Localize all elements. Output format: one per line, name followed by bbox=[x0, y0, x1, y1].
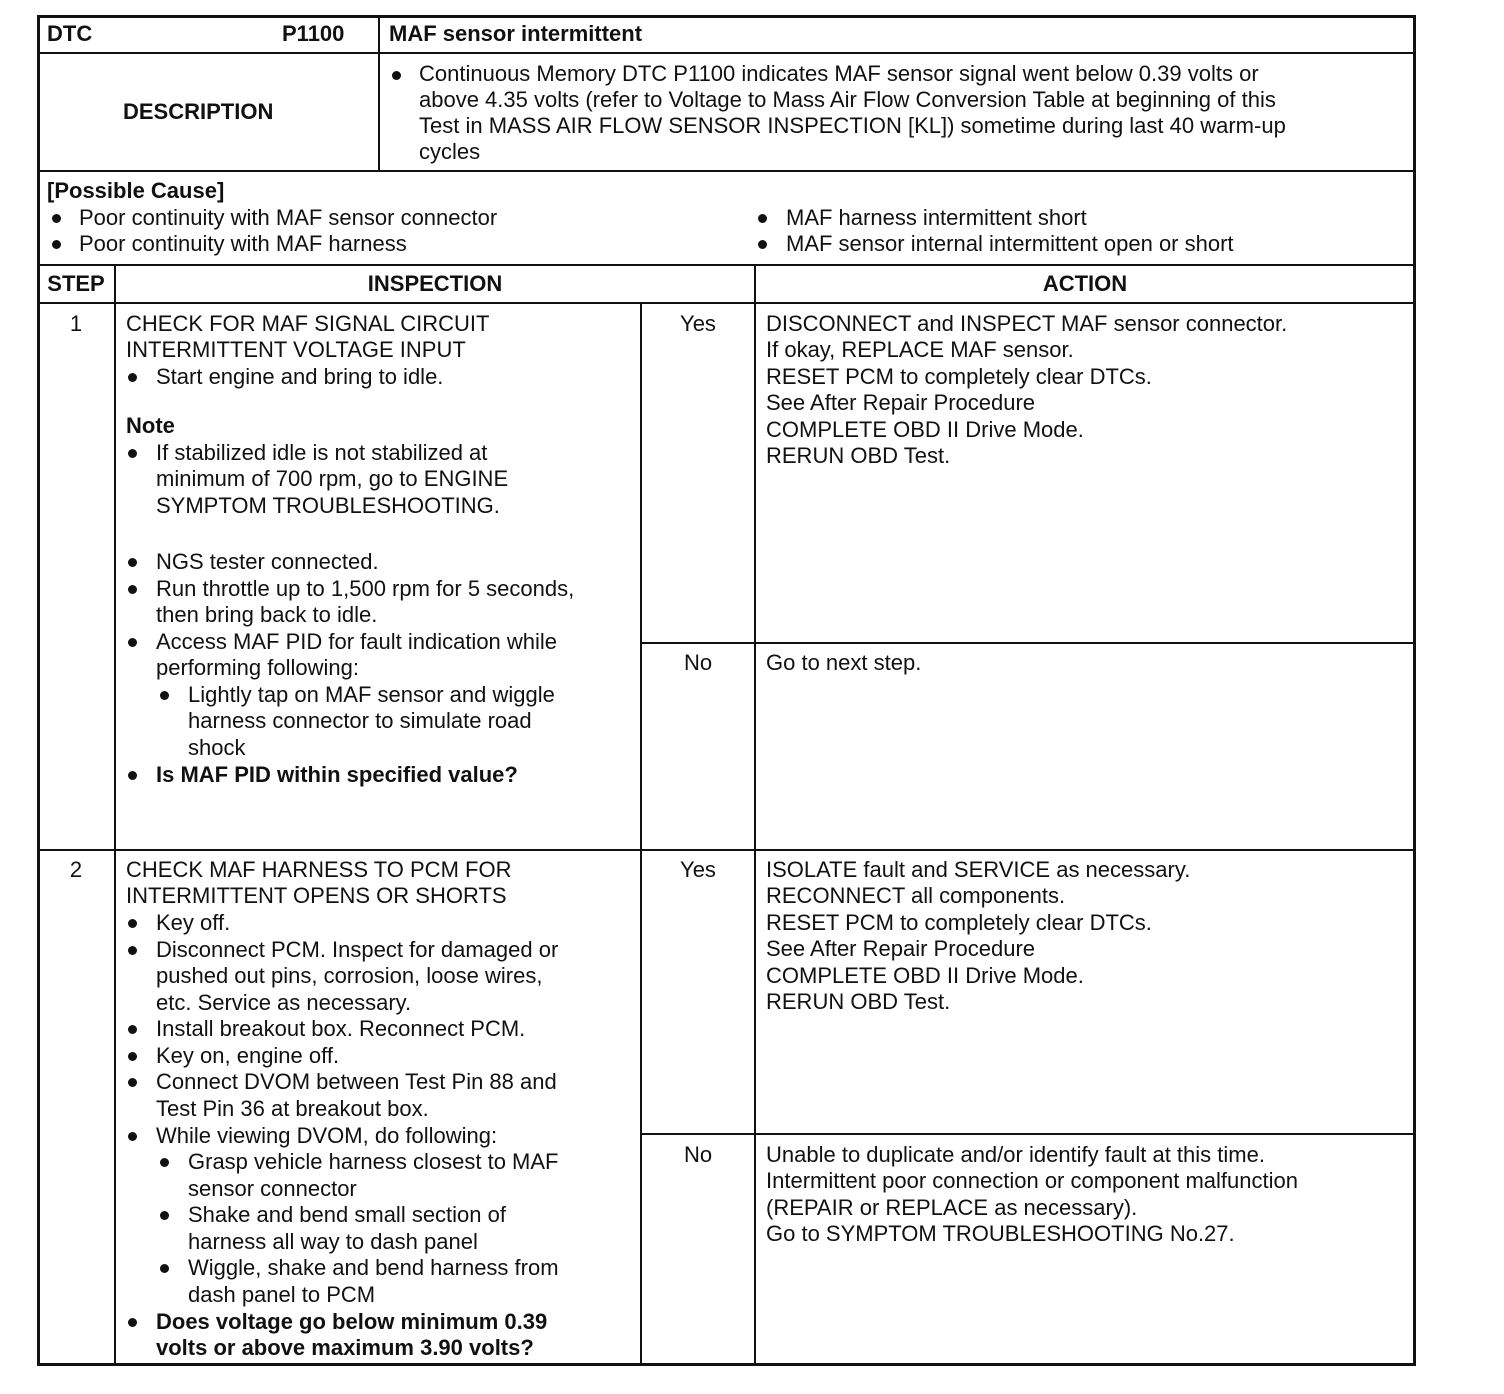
action-line: RERUN OBD Test. bbox=[766, 443, 951, 468]
description-line: Continuous Memory DTC P1100 indicates MAF sensor signal went below 0.39 volts or bbox=[419, 61, 1259, 86]
inspection-question: Does voltage go below minimum 0.39 bbox=[156, 1309, 548, 1334]
bullet-icon bbox=[160, 691, 169, 700]
bullet-icon bbox=[758, 240, 767, 249]
inspection-sub-item: harness connector to simulate road bbox=[188, 708, 532, 733]
bullet-icon bbox=[392, 71, 401, 80]
column-header-action: ACTION bbox=[1042, 271, 1128, 296]
no-label: No bbox=[683, 650, 713, 675]
rule-step-1-yes-no bbox=[641, 642, 1416, 644]
inspection-item: Run throttle up to 1,500 rpm for 5 seconds, bbox=[156, 576, 575, 601]
rule-step-divider bbox=[37, 849, 1416, 851]
note-line: minimum of 700 rpm, go to ENGINE bbox=[156, 466, 509, 491]
bullet-icon bbox=[52, 240, 61, 249]
inspection-item: pushed out pins, corrosion, loose wires, bbox=[156, 963, 543, 988]
inspection-sub-item: dash panel to PCM bbox=[188, 1282, 376, 1307]
inspection-question: volts or above maximum 3.90 volts? bbox=[156, 1335, 534, 1360]
description-line: Test in MASS AIR FLOW SENSOR INSPECTION [KL]) sometime during last 40 warm-up bbox=[419, 113, 1286, 138]
inspection-sub-item: shock bbox=[188, 735, 246, 760]
inspection-sub-item: Wiggle, shake and bend harness from bbox=[188, 1255, 559, 1280]
bullet-icon bbox=[128, 771, 137, 780]
bullet-icon bbox=[128, 946, 137, 955]
note-label: Note bbox=[126, 413, 175, 438]
inspection-item: Install breakout box. Reconnect PCM. bbox=[156, 1016, 526, 1041]
inspection-item: While viewing DVOM, do following: bbox=[156, 1123, 498, 1148]
bullet-icon bbox=[128, 1078, 137, 1087]
possible-cause-item: Poor continuity with MAF harness bbox=[79, 231, 407, 256]
description-line: above 4.35 volts (refer to Voltage to Mass Air Flow Conversion Table at beginning of this bbox=[419, 87, 1276, 112]
no-label: No bbox=[683, 1142, 713, 1167]
inspection-item: Test Pin 36 at breakout box. bbox=[156, 1096, 429, 1121]
inspection-item: etc. Service as necessary. bbox=[156, 990, 412, 1015]
bullet-icon bbox=[758, 214, 767, 223]
inspection-item: NGS tester connected. bbox=[156, 549, 379, 574]
action-line: RERUN OBD Test. bbox=[766, 989, 951, 1014]
rule-column-headers bbox=[37, 302, 1416, 304]
dtc-code: P1100 bbox=[282, 21, 345, 46]
action-line: See After Repair Procedure bbox=[766, 936, 1036, 961]
inspection-item: then bring back to idle. bbox=[156, 602, 378, 627]
action-line: Go to next step. bbox=[766, 650, 922, 675]
action-line: Go to SYMPTOM TROUBLESHOOTING No.27. bbox=[766, 1221, 1235, 1246]
note-line: If stabilized idle is not stabilized at bbox=[156, 440, 488, 465]
rule-inspection-yes-no bbox=[640, 302, 642, 1366]
dtc-label: DTC bbox=[47, 21, 93, 46]
inspection-sub-item: harness all way to dash panel bbox=[188, 1229, 478, 1254]
rule-dtc-title bbox=[378, 15, 380, 171]
inspection-item: performing following: bbox=[156, 655, 359, 680]
bullet-icon bbox=[128, 1132, 137, 1141]
inspection-sub-item: Lightly tap on MAF sensor and wiggle bbox=[188, 682, 555, 707]
action-line: COMPLETE OBD II Drive Mode. bbox=[766, 963, 1084, 988]
rule-step-2-yes-no bbox=[641, 1133, 1416, 1135]
action-line: If okay, REPLACE MAF sensor. bbox=[766, 337, 1074, 362]
inspection-sub-item: sensor connector bbox=[188, 1176, 357, 1201]
dtc-title: MAF sensor intermittent bbox=[389, 21, 643, 46]
inspection-title: CHECK MAF HARNESS TO PCM FOR bbox=[126, 857, 512, 882]
bullet-icon bbox=[128, 1025, 137, 1034]
note-line: SYMPTOM TROUBLESHOOTING. bbox=[156, 493, 500, 518]
rule-header bbox=[37, 52, 1416, 54]
inspection-item: Disconnect PCM. Inspect for damaged or bbox=[156, 937, 559, 962]
inspection-item: Connect DVOM between Test Pin 88 and bbox=[156, 1069, 557, 1094]
bullet-icon bbox=[128, 373, 137, 382]
possible-cause-heading: [Possible Cause] bbox=[47, 178, 225, 203]
bullet-icon bbox=[160, 1264, 169, 1273]
action-line: RECONNECT all components. bbox=[766, 883, 1066, 908]
yes-label: Yes bbox=[680, 857, 716, 882]
inspection-title: INTERMITTENT OPENS OR SHORTS bbox=[126, 883, 507, 908]
description-line: cycles bbox=[419, 139, 481, 164]
inspection-question: Is MAF PID within specified value? bbox=[156, 762, 518, 787]
bullet-icon bbox=[160, 1158, 169, 1167]
rule-description bbox=[37, 170, 1416, 172]
inspection-item: Key off. bbox=[156, 910, 231, 935]
bullet-icon bbox=[128, 449, 137, 458]
bullet-icon bbox=[128, 558, 137, 567]
action-line: RESET PCM to completely clear DTCs. bbox=[766, 364, 1152, 389]
yes-label: Yes bbox=[680, 311, 716, 336]
column-header-inspection: INSPECTION bbox=[367, 271, 503, 296]
action-line: Intermittent poor connection or component malfunction bbox=[766, 1168, 1298, 1193]
action-line: RESET PCM to completely clear DTCs. bbox=[766, 910, 1152, 935]
inspection-item: Key on, engine off. bbox=[156, 1043, 340, 1068]
rule-possible-cause bbox=[37, 264, 1416, 266]
inspection-item: Access MAF PID for fault indication while bbox=[156, 629, 558, 654]
description-label: DESCRIPTION bbox=[123, 99, 274, 124]
bullet-icon bbox=[52, 214, 61, 223]
bullet-icon bbox=[128, 1052, 137, 1061]
action-line: COMPLETE OBD II Drive Mode. bbox=[766, 417, 1084, 442]
action-line: See After Repair Procedure bbox=[766, 390, 1036, 415]
inspection-sub-item: Shake and bend small section of bbox=[188, 1202, 506, 1227]
column-header-step: STEP bbox=[47, 271, 105, 296]
action-line: DISCONNECT and INSPECT MAF sensor connector. bbox=[766, 311, 1288, 336]
rule-step-col bbox=[114, 264, 116, 1366]
bullet-icon bbox=[128, 919, 137, 928]
inspection-item: Start engine and bring to idle. bbox=[156, 364, 444, 389]
step-number: 1 bbox=[69, 311, 83, 336]
bullet-icon bbox=[128, 1318, 137, 1327]
inspection-title: CHECK FOR MAF SIGNAL CIRCUIT bbox=[126, 311, 490, 336]
bullet-icon bbox=[128, 585, 137, 594]
inspection-sub-item: Grasp vehicle harness closest to MAF bbox=[188, 1149, 559, 1174]
action-line: ISOLATE fault and SERVICE as necessary. bbox=[766, 857, 1191, 882]
action-line: Unable to duplicate and/or identify fault at this time. bbox=[766, 1142, 1265, 1167]
possible-cause-item: MAF harness intermittent short bbox=[786, 205, 1087, 230]
bullet-icon bbox=[128, 638, 137, 647]
step-number: 2 bbox=[69, 857, 83, 882]
inspection-title: INTERMITTENT VOLTAGE INPUT bbox=[126, 337, 466, 362]
rule-inspection-action bbox=[754, 264, 756, 1366]
bullet-icon bbox=[160, 1211, 169, 1220]
possible-cause-item: MAF sensor internal intermittent open or short bbox=[786, 231, 1234, 256]
possible-cause-item: Poor continuity with MAF sensor connector bbox=[79, 205, 498, 230]
action-line: (REPAIR or REPLACE as necessary). bbox=[766, 1195, 1138, 1220]
